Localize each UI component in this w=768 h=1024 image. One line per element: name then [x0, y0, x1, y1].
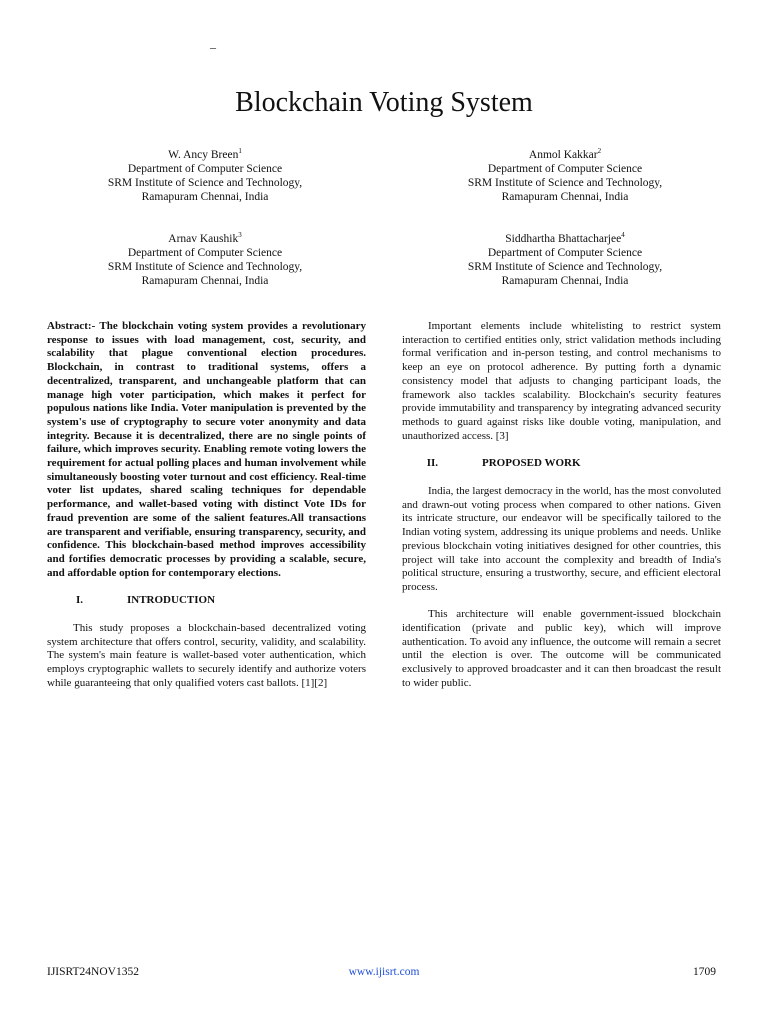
- author-block-1: [40, 148, 370, 204]
- author-institute: SRM Institute of Science and Technology,: [107, 261, 303, 273]
- proposed-work-paragraph-2: This architecture will enable government-issued blockchain identification (private and public key), which will improve authentication. To avoid any influence, the outcome will remain a secret until the election is over. The outcome will be communicated exclusively to approved broadcaster and it can then broadcast the result to wider public.: [402, 608, 721, 689]
- section-title: INTRODUCTION: [127, 594, 216, 607]
- author-dept: Department of Computer Science: [127, 247, 283, 259]
- footer-page-number: 1709: [693, 966, 716, 978]
- proposed-work-paragraph-1: India, the largest democracy in the world, has the most convoluted and drawn-out voting process when compared to other nations. Given its intricate structure, our endeavor will be specifically tailored to the Indian voting system, addressing its unique problems and needs. Unlike previous blockchain voting initiatives designed for other countries, this project will take into account the complexity and breadth of India's political structure, ensuring a trustworthy, secure, and efficient electoral process.: [402, 485, 721, 593]
- section-number: I.: [75, 594, 83, 607]
- author-city: Ramapuram Chennai, India: [501, 275, 629, 287]
- section-heading-proposed-work: [402, 457, 721, 471]
- author-city: Ramapuram Chennai, India: [501, 191, 629, 203]
- section-heading-introduction: [47, 594, 366, 608]
- elements-paragraph: Important elements include whitelisting to restrict system interaction to certified entities only, strict validation methods including formal verification and in-person testing, and control mechanisms to keep an eye on protocol adherence. By putting forth a dynamic consistency model that adjusts to changing participant loads, the framework also tackles scalability. Blockchain's security features provide immutability and transparency by integrating advanced security methods to guard against risks like double voting, manipulation, and unauthorized access. [3]: [402, 320, 721, 442]
- author-institute: SRM Institute of Science and Technology,: [107, 177, 303, 189]
- header-dash: –: [210, 40, 216, 54]
- author-name: Siddhartha Bhattacharjee$^4$: [505, 231, 625, 245]
- author-name: Anmol Kakkar$^2$: [528, 147, 602, 161]
- author-dept: Department of Computer Science: [487, 163, 643, 175]
- author-name: W. Ancy Breen$^1$: [168, 147, 242, 161]
- paper-title: Blockchain Voting System: [235, 87, 533, 118]
- author-city: Ramapuram Chennai, India: [141, 191, 269, 203]
- author-institute: SRM Institute of Science and Technology,: [467, 261, 663, 273]
- footer-center[interactable]: [0, 965, 768, 979]
- author-block-4: [400, 232, 730, 288]
- author-institute: SRM Institute of Science and Technology,: [467, 177, 663, 189]
- introduction-paragraph: This study proposes a blockchain-based decentralized voting system architecture that offers control, security, validity, and scalability. The system's main feature is wallet-based voter authentication, which employs cryptographic wallets to securely identify and authorize voters while guaranteeing that only qualified voters cast ballots. [1][2]: [47, 622, 366, 689]
- left-column: [47, 320, 366, 691]
- author-name: Arnav Kaushik$^3$: [168, 231, 242, 245]
- author-block-2: [400, 148, 730, 204]
- author-dept: Department of Computer Science: [127, 163, 283, 175]
- journal-link[interactable]: www.ijisrt.com: [348, 966, 420, 978]
- section-number: II.: [426, 457, 438, 470]
- author-block-3: [40, 232, 370, 288]
- footer-left: IJISRT24NOV1352: [47, 966, 139, 978]
- section-title: PROPOSED WORK: [482, 457, 581, 470]
- author-dept: Department of Computer Science: [487, 247, 643, 259]
- author-city: Ramapuram Chennai, India: [141, 275, 269, 287]
- abstract: Abstract:- The blockchain voting system provides a revolutionary response to issues with load management, cost, security, and scalability that plague conventional election procedures. Blockchain, in contrast to traditional systems, offers a decentralized, transparent, and unchangeable platform that can manage high voter participation, which makes it perfect for populous nations like India. Voter manipulation is prevented by the system's use of cryptography to secure voter anonymity and data integrity. Because it is decentralized, there are no single points of failure, which improves security. Enabling remote voting lowers the requirement for actual polling places and human involvement while simultaneously boosting voter turnout and cost efficiency. Real-time voter list updates, shared scaling techniques for dependable performance, and wallet-based voting with distinct Vote IDs for fraud prevention are some of the salient features.All transactions are transparent and verifiable, ensuring transparency, security, and confidence. This blockchain-based method improves accessibility and fortifies democratic processes by providing a scalable, secure, and affordable option for contemporary elections.: [47, 320, 366, 579]
- right-column: [402, 320, 721, 691]
